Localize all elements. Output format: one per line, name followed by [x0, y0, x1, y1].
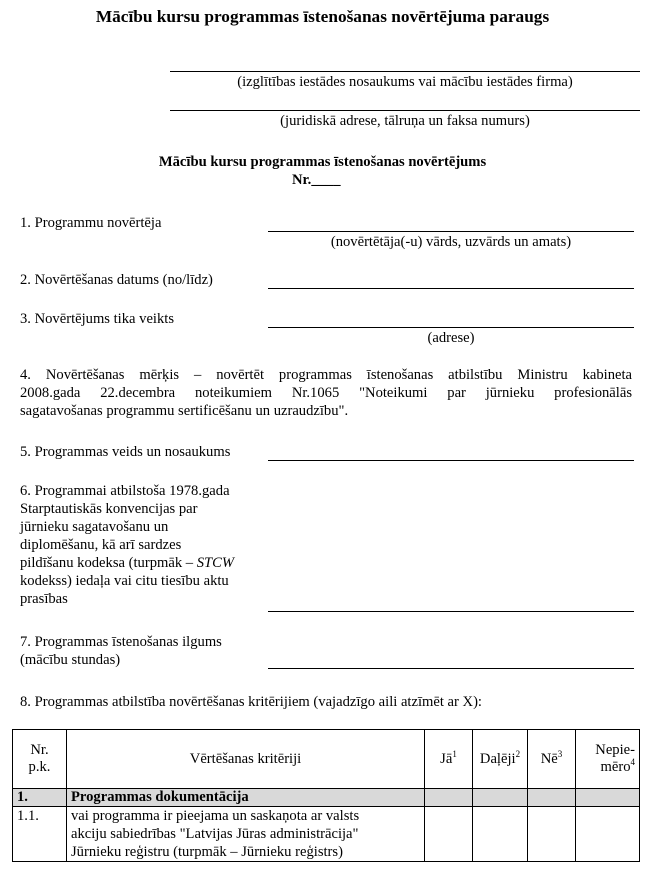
- item-8-label: 8. Programmas atbilstība novērtēšanas kritērijiem (vajadzīgo aili atzīmēt ar X):: [20, 694, 482, 710]
- item-6-line-7: prasības: [20, 591, 68, 607]
- row-criterion: vai programma ir pieejama un saskaņota ar valsts akciju sabiedrības "Latvijas Jūras administrācija" Jūrnieku reģistru (turpmāk – Jūrnieku reģistrs): [67, 807, 425, 862]
- row-na-cell[interactable]: [576, 807, 640, 862]
- address-line[interactable]: [170, 110, 640, 111]
- row-no-cell[interactable]: [528, 807, 576, 862]
- item-6-line-5: pildīšanu kodeksa (turpmāk – STCW: [20, 555, 235, 571]
- item-7-line-1: 7. Programmas īstenošanas ilgums: [20, 634, 222, 650]
- item-4-paragraph: [20, 366, 632, 420]
- criteria-table: [12, 729, 640, 862]
- document-number: Nr.____: [292, 172, 341, 188]
- table-section-row: [13, 789, 640, 807]
- item-6-line-3: jūrnieku sagatavošanu un: [20, 519, 169, 535]
- item-6-line-2: Starptautiskās konvencijas par: [20, 501, 198, 517]
- item-1-label: 1. Programmu novērtēja: [20, 215, 162, 231]
- row-nr: 1.1.: [13, 807, 67, 862]
- location-line[interactable]: [268, 327, 634, 328]
- program-name-line[interactable]: [268, 460, 634, 461]
- header-no: $Nē^3$: [528, 730, 576, 789]
- evaluator-line[interactable]: [268, 231, 634, 232]
- item-3-label: 3. Novērtējums tika veikts: [20, 311, 175, 327]
- header-not-applicable: Nepie- mēro$^4$: [576, 730, 640, 789]
- location-caption: (adrese): [427, 330, 475, 346]
- section-yes-cell: [425, 789, 473, 807]
- item-4-line-3: sagatavošanas programmu sertificēšanu un uzraudzību".: [20, 403, 349, 419]
- item-4-line-2: 2008.gada 22.decembra noteikumiem Nr.1065 "Noteikumi par jūrnieku profesionālās: [20, 385, 632, 401]
- item-6-line-6: kodekss) iedaļa vai citu tiesību aktu: [20, 573, 229, 589]
- institution-name-line[interactable]: [170, 71, 640, 72]
- duration-line[interactable]: [268, 668, 634, 669]
- item-7-line-2: (mācību stundas): [20, 652, 121, 668]
- document-heading: Mācību kursu programmas īstenošanas novērtējums: [158, 154, 487, 170]
- section-label: Programmas dokumentācija: [67, 789, 425, 807]
- item-7-label: [20, 633, 222, 669]
- item-6-label: [20, 482, 234, 608]
- institution-name-caption: (izglītības iestādes nosaukums vai mācību iestādes firma): [237, 74, 573, 90]
- page-title: Mācību kursu programmas īstenošanas novērtējuma paraugs: [95, 7, 550, 26]
- section-no-cell: [528, 789, 576, 807]
- table-row: [13, 807, 640, 862]
- item-2-label: 2. Novērtēšanas datums (no/līdz): [20, 272, 213, 288]
- item-5-label: 5. Programmas veids un nosaukums: [20, 444, 231, 460]
- section-nr: 1.: [13, 789, 67, 807]
- address-caption: (juridiskā adrese, tālruņa un faksa numurs): [280, 113, 530, 129]
- item-4-line-1: 4. Novērtēšanas mērķis – novērtēt programmas īstenošanas atbilstību Ministru kabineta: [20, 367, 632, 383]
- item-6-line-1: 6. Programmai atbilstoša 1978.gada: [20, 483, 230, 499]
- evaluator-caption: (novērtētāja(-u) vārds, uzvārds un amats): [330, 234, 572, 250]
- section-na-cell: [576, 789, 640, 807]
- section-partly-cell: [473, 789, 528, 807]
- header-yes: $Jā^1$: [425, 730, 473, 789]
- row-partly-cell[interactable]: [473, 807, 528, 862]
- header-criteria: Vērtēšanas kritēriji: [67, 730, 425, 789]
- header-partly: Daļēji$^2$: [473, 730, 528, 789]
- date-line[interactable]: [268, 288, 634, 289]
- item-6-line-4: diplomēšanu, kā arī sardzes: [20, 537, 182, 553]
- row-yes-cell[interactable]: [425, 807, 473, 862]
- table-header-row: [13, 730, 640, 789]
- header-nr: Nr. p.k.: [13, 730, 67, 789]
- stcw-section-line[interactable]: [268, 611, 634, 612]
